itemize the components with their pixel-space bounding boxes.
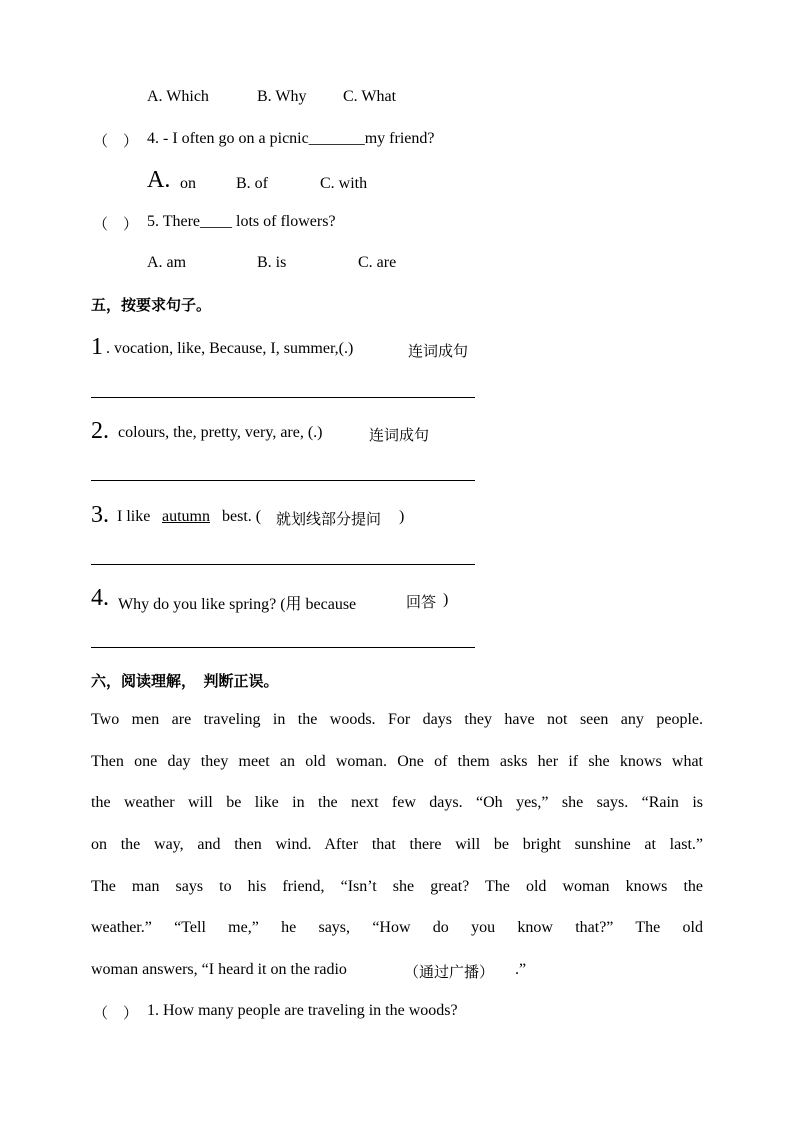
s5-item4-close: ) [443, 591, 449, 608]
s5-item3-text-after: best. ( [222, 508, 262, 525]
q5-option-c: C. are [358, 254, 397, 271]
s5-item3-answer-line[interactable] [91, 564, 475, 565]
s5-item3-instruction: 就划线部分提问 [276, 510, 382, 528]
q4-question: 4. - I often go on a picnic_______my friend? [147, 130, 435, 147]
s5-item2-answer-line[interactable] [91, 480, 475, 481]
s5-item2-instruction: 连词成句 [369, 426, 430, 444]
s5-item3-underlined-word: autumn [162, 508, 210, 525]
q4-option-a-word: on [180, 175, 196, 192]
s5-item3-text-before: I like [117, 508, 151, 525]
q5-answer-bracket[interactable]: （ ） [93, 215, 139, 233]
s5-item1-number: 1 [91, 334, 103, 360]
q5-option-b: B. is [257, 254, 287, 271]
q4-answer-bracket[interactable]: （ ） [93, 132, 139, 150]
q4-option-a-letter: A. [147, 167, 171, 193]
passage-line-5: The man says to his friend, “Isn’t she great? The old woman knows the [91, 878, 703, 895]
s5-item4-number: 4. [91, 585, 109, 611]
s5-item4-instruction: 回答 [406, 593, 437, 611]
s5-item4-answer-line[interactable] [91, 647, 475, 648]
q4-option-b: B. of [236, 175, 268, 192]
s5-item4-text: Why do you like spring? (用 because [118, 596, 357, 613]
s5-item3-number: 3. [91, 502, 109, 528]
passage-last-line-en: woman answers, “I heard it on the radio [91, 961, 347, 978]
passage-line-4: on the way, and then wind. After that there will be bright sunshine at last.” [91, 836, 703, 853]
s5-item1-words: . vocation, like, Because, I, summer,(.) [106, 340, 354, 357]
q5-option-a: A. am [147, 254, 187, 271]
reading-q1-text: 1. How many people are traveling in the woods? [147, 1002, 458, 1019]
q3-option-a: A. Which [147, 88, 209, 105]
section6-title: 六，阅读理解， 判断正误。 [91, 672, 279, 690]
passage-line-1: Two men are traveling in the woods. For days they have not seen any people. [91, 711, 703, 728]
s5-item2-words: colours, the, pretty, very, are, (.) [118, 424, 323, 441]
s5-item1-instruction: 连词成句 [408, 342, 469, 360]
reading-q1-answer-bracket[interactable]: （ ） [93, 1004, 139, 1022]
passage-line-3: the weather will be like in the next few days. “Oh yes,” she says. “Rain is [91, 794, 703, 811]
q5-question: 5. There____ lots of flowers? [147, 213, 336, 230]
s5-item1-answer-line[interactable] [91, 397, 475, 398]
section5-title: 五，按要求句子。 [91, 296, 212, 314]
q4-option-c: C. with [320, 175, 368, 192]
passage-line-6: weather.” “Tell me,” he says, “How do you know that?” The old [91, 919, 703, 936]
passage-last-line-end: .” [515, 961, 527, 978]
q3-option-c: C. What [343, 88, 397, 105]
s5-item3-close: ) [399, 508, 405, 525]
s5-item2-number: 2. [91, 418, 109, 444]
passage-last-line-cn: （通过广播） [404, 963, 495, 981]
q3-option-b: B. Why [257, 88, 307, 105]
passage-line-2: Then one day they meet an old woman. One of them asks her if she knows what [91, 753, 703, 770]
